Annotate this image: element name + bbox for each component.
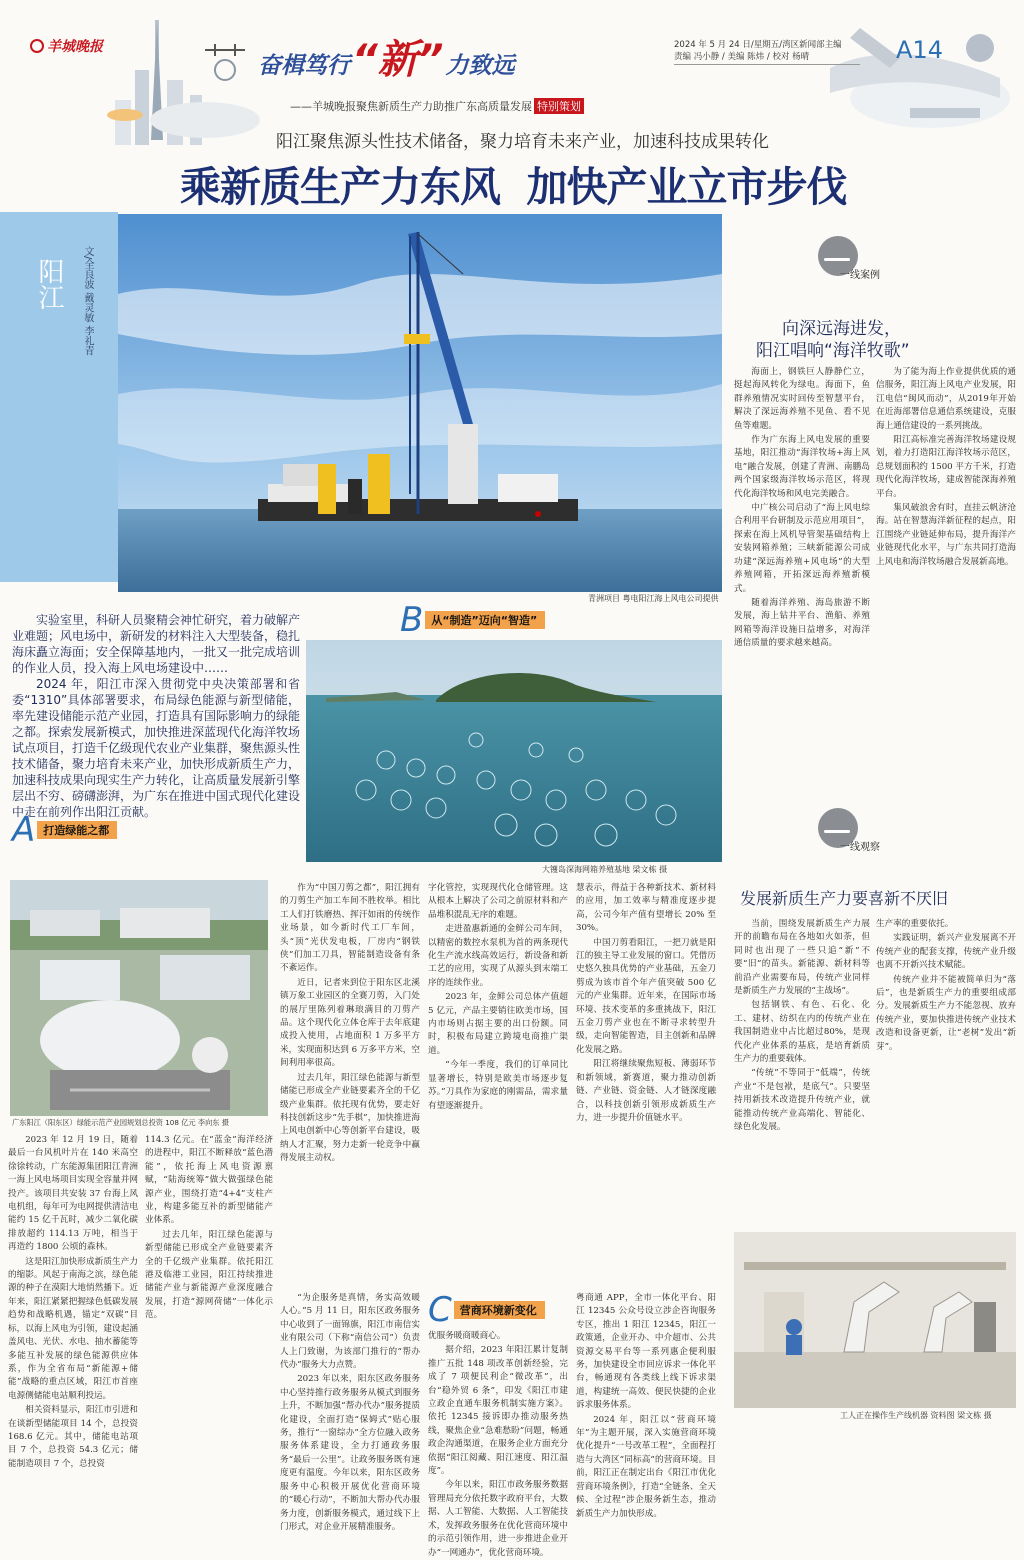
- crane-ship-image: [118, 214, 722, 592]
- b-col3-p3: 阳江将继续聚焦短板、薄弱环节和新领域，新赛道，聚力推动创新链、产业链、资金链、人才链深度融合，以科技创新引领形成新质生产力，进一步提升价值链水平。: [576, 1059, 716, 1123]
- page-number: A14: [896, 36, 943, 64]
- b-col2-p2: 走进盈惠新通的金鲜公司车间，以精密的数控水泵机为首的两条现代化生产流水线高效运行，新设备和新工艺的应用，实现了从源头到末端工序的连续作业。: [428, 924, 568, 988]
- a-photo-industrial-park: [10, 880, 268, 1116]
- section-a-letter: A: [12, 810, 36, 850]
- section-c-title: 营商环境新变化: [454, 1301, 545, 1319]
- case-col2-p2: 阳江高标准完善海洋牧场建设规划，着力打造阳江海洋牧场示范区，总规划面积约 1500 平方千米，打造现代化海洋牧场，建成智能深海养殖平台。: [876, 435, 1016, 499]
- factory-robot-image: [734, 1232, 1016, 1408]
- observation-column-1: [734, 918, 870, 1220]
- logo-text: 羊城晚报: [47, 39, 103, 55]
- c-column-3: [576, 1292, 716, 1519]
- section-b-title: 从“制造”迈向“智造”: [425, 611, 545, 629]
- byline-authors: 文/全良波 戴灵敏 李礼青: [82, 246, 93, 356]
- c-col2-p1: 优服务暖商暖商心。: [428, 1331, 506, 1341]
- b-column-2: [428, 882, 568, 1282]
- b-col3-p1: 慧表示，得益于各种新技术、新材料的应用，加工效率与精准度逐步提高，公司今年产值有望增长 20% 至 30%。: [576, 883, 716, 934]
- a-col2-p1: 114.3 亿元。在“蓝金”海洋经济的进程中，阳江不断释放“蓝色潜能”，依托海上风电资源禀赋，“陆海统筹”做大做强绿色能源产业，围绕打造“4+4”支柱产业，构建多能互补的新型储能产业体系。: [145, 1135, 273, 1226]
- case-col1-p1: 海面上，钢铁巨人静静伫立，挺起海风转化为绿电。海面下，鱼群养殖情况实时回传至智慧平台，解决了深远海养殖不见鱼、看不见鱼等难题。: [734, 367, 870, 431]
- case-title-line2: 阳江唱响“海洋牧歌”: [756, 341, 910, 361]
- editors-line: 责编 冯小静 / 美编 陈炜 / 校对 杨晴: [674, 52, 810, 62]
- obs-col1-p1: 当前，围绕发展新质生产力展开的前瞻布局在各地如火如荼，但同时也出现了一些只追“新”不要“旧”的苗头。新能源、新材料等前沿产业需要布局，传统产业同样是新质生产力发展的“主战场”。: [734, 919, 870, 997]
- b-col3-p2: 中国刀剪看阳江，一把刀就是阳江的独主导工业发展的窗口。凭借历史悠久独具优势的产业基础，五金刀剪成为该市首个年产值突破 500 亿元的产业集群。近年来，在国际市场环境、技术变革的多重挑战下，阳江五金刀剪产业也在不断寻求转型升级，走向智能智造，目主创新和品牌化发展之路。: [576, 937, 716, 1055]
- a-column-1: [8, 1134, 138, 1469]
- observation-column-2: [876, 918, 1016, 1220]
- c-column-2: [428, 1330, 568, 1558]
- c-col1-p1: “为企服务是真情，务实高效暖人心。”5 月 11 日，阳东区政务服务中心收到了一面锦旗，阳江市南信实业有限公司（下称“南信公司”）负责人上门致谢，为该部门推行的“帮办代办”服务大力点赞。: [280, 1293, 420, 1371]
- right-photo-factory: [734, 1232, 1016, 1408]
- logo-mark-icon: [30, 39, 44, 53]
- byline-city: 阳江: [34, 258, 64, 310]
- b-column-1: [280, 882, 420, 1282]
- case-col1-p3: 中广核公司启动了“海上风电综合利用平台研制及示范应用项目”，探索在海上风机导管架基础结构上安装网箱养殖；三峡新能源公司成功建“深远海养殖+风电场”的大型养殖网箱，开拓深远海养殖新模式。: [734, 503, 870, 594]
- headline-main: 乘新质生产力东风 加快产业立市步伐: [180, 163, 847, 211]
- series-title-part1: 奋楫笃行: [258, 53, 350, 79]
- intro-paragraph-2: 2024 年，阳江市深入贯彻党中央决策部署和省委“1310”具体部署要求，布局绿色能源与新型储能，率先建设储能示范产业园，打造具有国际影响力的绿能之都。探索发展新模式，加快推进深蓝现代化海洋牧场试点项目，打造千亿级现代农业产业集群，聚焦源头性技术储备，聚力培育未来产业，加快形成新质生产力，加速科技成果向现实生产力转化，让高质量发展新引擎层出不穷、磅礴澎湃，为广东在推进中国式现代化建设中走在前列作出阳江贡献。: [12, 677, 301, 819]
- a-col2-p2: 过去几年，阳江绿色能源与新型储能已形成全产业链要素齐全的千亿级产业集群。依托阳江港及临港工业园，阳江持续推进储能产业与新能源产业深度融合发展，打造“源网荷储”一体化示范。: [145, 1229, 273, 1321]
- case-col1-p2: 作为广东海上风电发展的重要基地，阳江推动“海洋牧场+海上风电”融合发展，创建了青洲、南鹏岛两个国家级海洋牧场示范区，将现代化海洋牧场和风电完美融合。: [734, 435, 870, 499]
- section-c-letter: C: [428, 1290, 452, 1330]
- case-column-1: [734, 366, 870, 836]
- headline-kicker: 阳江聚焦源头性技术储备，聚力培育未来产业，加速科技成果转化: [276, 132, 769, 152]
- c-col1-p2: 2023 年以来，阳东区政务服务中心坚持推行政务服务从模式到服务上升，不断加强“帮办代办”服务提质化建设，全面打造“保姆式”贴心服务，推行“一窗综办”全方位融入政务服务体系建设，全力打通政务服务“最后一公里”。让政务服务既有速度更有温度。今年以来，阳东区政务服务中心积极开展优化营商环境的“暖心行动”，不断加大帮办代办服务力度，创新服务模式，通过线下上门形式，对企业开展精准服务。: [280, 1374, 420, 1532]
- a-col1-p2: 这是阳江加快形成新质生产力的缩影。风起于南海之滨，绿色能源的种子在漠阳大地悄然播下。近年来，阳江紧紧把握绿色低碳发展趋势和战略机遇，锚定“双碳”目标，以海上风电为引领，建设起涵盖风电、光伏、水电、抽水蓄能等多能互补发展的绿色能源供应体系，作为全省布局“新能源+储能”战略的重点区域，阳江市首座电源侧储能电站顺利投运。: [8, 1256, 138, 1401]
- a-column-2: [145, 1134, 273, 1434]
- series-subtitle-row: [290, 98, 584, 114]
- c-col2-p3: 今年以来，阳江市政务服务数据管理局充分依托数字政府平台，大数据、人工智能、大数据、人工智能技术，发挥政务服务在优化营商环境中的示范引领作用，进一步推进企业开办“一网通办”，优化营商环境。: [428, 1480, 568, 1558]
- series-title: [258, 37, 515, 83]
- series-title-part2: 力致远: [445, 53, 515, 79]
- obs-col2-p3: 传统产业并不能被简单归为“落后”，也是新质生产力的重要组成部分。发展新质生产力不能忽视、放弃传统产业，要加快推进传统产业技术改造和设备更新，让“老树”发出“新芽”。: [876, 974, 1016, 1052]
- case-col1-p4: 随着海洋养殖、海岛旅游不断发展，海上钻井平台、渔船、养殖网箱等海洋设施日益增多，对海洋通信质量的要求越来越高。: [734, 597, 870, 649]
- observation-tag: [818, 808, 888, 858]
- obs-col1-p3: “传统”不等同于“低端”，传统产业“不是包袱，是底气”。只要坚持用新技术改造提升传统产业，就能推动传统产业高端化、智能化、绿色化发展。: [734, 1068, 870, 1133]
- series-title-new: “新”: [352, 37, 444, 83]
- newspaper-logo: [30, 36, 103, 56]
- section-a-header: [12, 810, 117, 850]
- case-label: 一线案例: [840, 270, 880, 281]
- intro-block: [12, 612, 300, 820]
- case-column-2: [876, 366, 1016, 836]
- b-col1-p2: 近日，记者来到位于阳东区北溪镇万象工业园区的全赛刀剪，入门处的展厅里陈列着琳琅满目的刀剪产品。这个现代化立体仓库于去年底建成投入使用，占地面积 1 万多平方米，实现面积达到 6 万多平方米，空间利用率很高。: [280, 977, 420, 1069]
- obs-col2-p1: 生产率的重要依托。: [876, 919, 954, 929]
- c-col2-p2: 据介绍，2023 年阳江累计复制推广五批 148 项改革创新经验，完成了 7 项便民利企“微改革”，出台“稳外贸 6 条”，印发《阳江市建立政企直通车服务机制实施方案》。依托 12345 接诉即办推动服务热线，聚焦企业“急难愁盼”问题，畅通政企沟通渠道，在服务企业方面充分依据“阳江阅藏、阳江速度、阳江温度”。: [428, 1345, 568, 1477]
- fish-farm-image: [306, 640, 722, 862]
- section-a-title: 打造绿能之都: [37, 821, 117, 839]
- right-photo-caption: 工人正在操作生产线机器 资料图 梁文栋 摄: [840, 1411, 992, 1420]
- observation-title: 发展新质生产力要喜新不厌旧: [740, 889, 949, 908]
- b-col2-p1: 字化管控，实现现代化仓储管理。这从根本上解决了公司之前原材料和产品堆积混乱无序的难题。: [428, 883, 568, 920]
- special-badge: 特别策划: [534, 98, 584, 114]
- b-column-3: [576, 882, 716, 1282]
- series-subtitle: ——羊城晚报聚焦新质生产力助推广东高质量发展: [290, 100, 532, 113]
- industrial-park-image: [10, 880, 268, 1116]
- skyline-illustration: [95, 10, 285, 155]
- a-col1-p3: 相关资料显示，阳江市引进和在谈新型储能项目 14 个，总投资 168.6 亿元。其中，储能电站项目 7 个，总投资 54.3 亿元；储能制造项目 7 个，总投资: [8, 1405, 138, 1469]
- section-b-letter: B: [400, 600, 424, 640]
- obs-col2-p2: 实践证明，新兴产业发展离不开传统产业的配套支撑，传统产业升级也离不开新兴技术赋能。: [876, 933, 1016, 971]
- b-col2-p4: “今年一季度，我们的订单同比显著增长，特别是欧美市场逐步复苏。”刀具作为家庭的刚需品，需求量有望逐渐提升。: [428, 1060, 568, 1111]
- observation-label: 一线观察: [840, 842, 880, 853]
- header-rule: [674, 64, 860, 65]
- a-photo-caption: 广东阳江（阳东区）绿能示范产业园规划总投资 108 亿元 李向东 摄: [12, 1118, 229, 1127]
- a-col1-p1: 2023 年 12 月 19 日，随着最后一台风机叶片在 140 米高空徐徐转动，广东能源集团阳江青洲一海上风电场项目实现全容量并网投产。该项目共安装 37 台海上风电机组，每年可为电网提供清洁电能约 15 亿千瓦时，减少二氧化碳排放超约 114.13 万吨，相当于再造约 1800 公顷的森林。: [8, 1135, 138, 1253]
- case-tag: [818, 236, 888, 286]
- b-col1-p1: 作为“中国刀剪之都”，阳江拥有的刀剪生产加工车间不胜枚举。相比工人们打铁磨热、挥汗如雨的传统作业场景，如今新时代工厂车间，头“顶”光伏发电板，厂房内“钢铁侠”们加工刀具，智能制造设备有条不紊运作。: [280, 883, 420, 974]
- b-col2-p3: 2023 年，金鲜公司总体产值超 5 亿元，产品主要销往欧美市场，国内市场则占据主要的出口份额。同时，积极布局建立跨境电商推广渠道。: [428, 992, 568, 1056]
- obs-col1-p2: 包括钢铁、有色、石化、化工、建材、纺织在内的传统产业在我国制造业中占比超过80%，是现代化产业体系的基底，是培育新质生产力的重要载体。: [734, 1000, 870, 1065]
- c-col3-p2: 2024 年，阳江以“营商环境年”为主题开展，深入实施营商环境优化提升“一号改革工程”，全面程打造与大湾区“同标高”的营商环境。目前，阳江正在制定出台《阳江市优化营商环境条例》，打造“全链条、全天候、全过程”涉企服务新生态，推动新质生产力加快形成。: [576, 1414, 716, 1519]
- b-photo-fish-farm: [306, 640, 722, 862]
- section-c-header: [428, 1290, 545, 1330]
- b-col1-p3: 过去几年，阳江绿色能源与新型储能已形成全产业链要素齐全的千亿级产业集群。依托现有优势，要走好科技创新这步“先手棋”，加快推进海上风电创新中心等创新平台建设，吸纳人才汇聚，努力走新一轮竞争中赢得发展主动权。: [280, 1072, 420, 1164]
- c-col3-p1: 粤商通 APP，全市一体化平台、阳江 12345 公众号设立涉企咨询服务专区，推出 1 阳江 12345，阳江一政策通，企业开办、中介超市、公共资源交易平台等一系列惠企便利服务，加快建设全市回应诉求一体化平台，畅通现有各类线上线下诉求渠道，构建统一高效、便民快捷的企业诉求服务体系。: [576, 1293, 716, 1411]
- intro-paragraph-1: 实验室里，科研人员聚精会神忙研究，着力破解产业难题；风电场中，新研发的材料注入大型装备，稳扎海床矗立海面；安全保障基地内，一批又一批完成培训的作业人员，投入海上风电场建设中……: [12, 613, 301, 675]
- case-col2-p3: 集风破浪舍有时，直挂云帆济沧海。站在智慧海洋新征程的起点，阳江围绕产业链延伸布局，提升海洋产业链现代化水平，与广东共同打造海上风电和海洋牧场融合发展新高地。: [876, 503, 1016, 567]
- top-photo-wind-crane: [118, 214, 722, 592]
- c-column-1: [280, 1292, 420, 1532]
- section-b-header: [400, 600, 545, 640]
- top-photo-caption: 青洲项目 粤电阳江海上风电公司提供: [588, 594, 719, 603]
- case-col2-p1: 为了能为海上作业提供优质的通信服务，阳江海上风电产业发展，阳江电信“闽风而动”，从2019年开始在近海部署信息通信系统建设，克服海上通信建设的一系列挑战。: [876, 367, 1016, 431]
- date-line: 2024 年 5 月 24 日/星期五/湾区新闻部主编: [674, 40, 842, 50]
- case-title-line1: 向深远海进发，: [782, 319, 901, 339]
- b-photo-caption: 大镬岛深海网箱养殖基地 梁文栋 摄: [542, 865, 668, 874]
